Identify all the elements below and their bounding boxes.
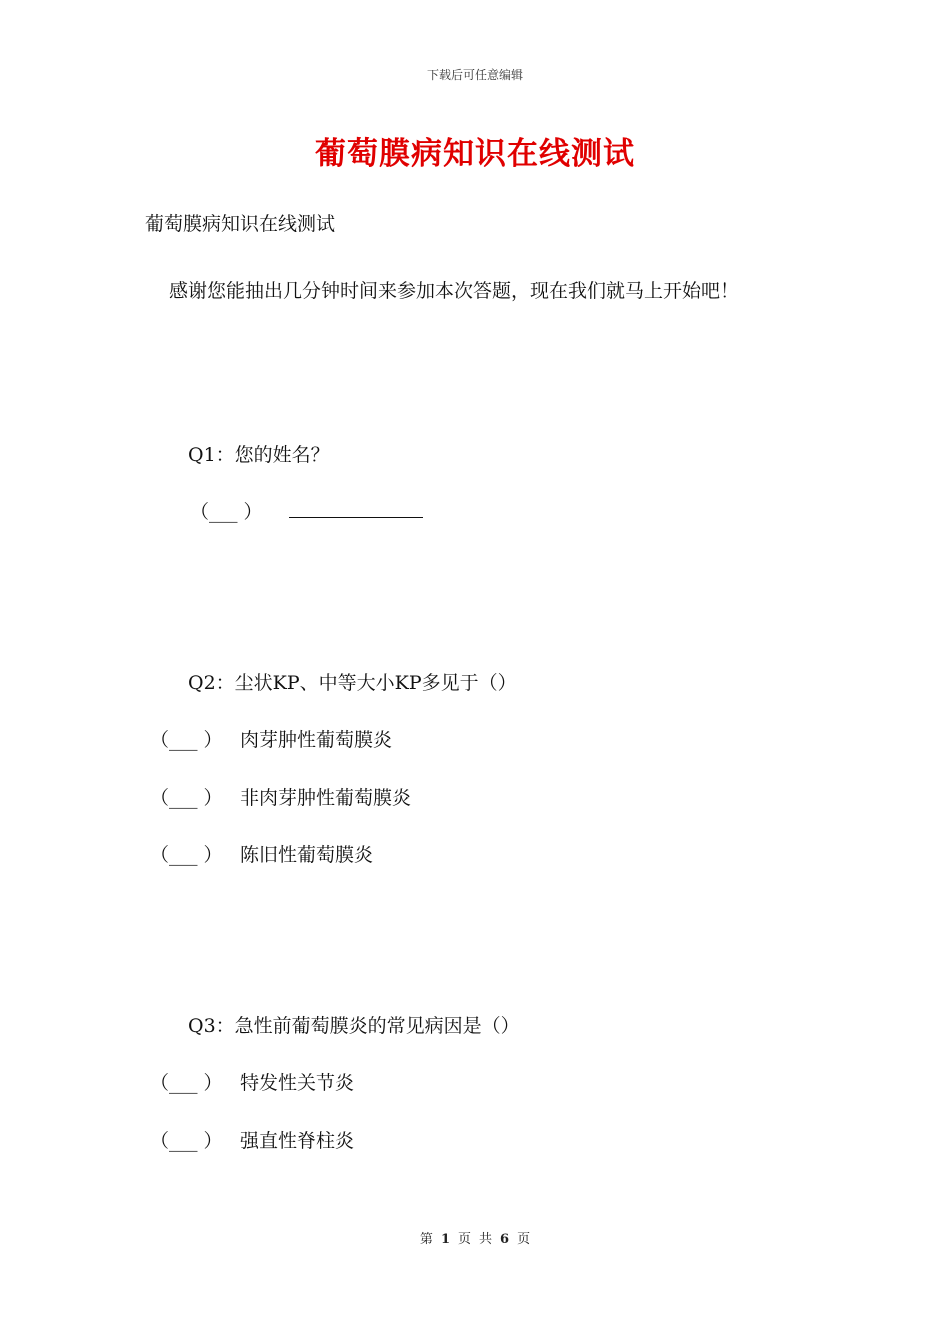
option-checkbox[interactable]: （___ ） xyxy=(150,844,223,866)
option-label: 强直性脊柱炎 xyxy=(240,1130,355,1152)
question-2-label: Q2：尘状KP、中等大小KP多见于（） xyxy=(188,672,517,694)
footer-total-pages: 6 xyxy=(500,1232,510,1247)
subtitle: 葡萄膜病知识在线测试 xyxy=(145,213,336,235)
page-footer xyxy=(0,1228,950,1247)
option-label: 非肉芽肿性葡萄膜炎 xyxy=(240,787,412,809)
header-note: 下载后可任意编辑 xyxy=(426,68,523,82)
option-checkbox[interactable]: （___ ） xyxy=(150,1072,223,1094)
question-2-option[interactable] xyxy=(150,725,392,752)
question-3-label: Q3：急性前葡萄膜炎的常见病因是（） xyxy=(188,1015,520,1037)
question-3-option[interactable] xyxy=(150,1126,354,1153)
footer-ye2: 页 xyxy=(517,1232,531,1247)
option-checkbox[interactable]: （___ ） xyxy=(150,729,223,751)
footer-page-number: 1 xyxy=(440,1232,450,1247)
footer-di: 第 xyxy=(419,1232,433,1247)
question-1-answer[interactable] xyxy=(190,497,423,524)
option-checkbox[interactable]: （___ ） xyxy=(150,787,223,809)
name-input-line[interactable] xyxy=(289,499,423,518)
footer-ye: 页 xyxy=(457,1232,471,1247)
question-2-option[interactable] xyxy=(150,840,373,867)
intro-text: 感谢您能抽出几分钟时间来参加本次答题，现在我们就马上开始吧！ xyxy=(169,280,740,302)
footer-gong: 共 xyxy=(479,1232,493,1247)
option-label: 肉芽肿性葡萄膜炎 xyxy=(240,729,393,751)
question-1-paren: （___ ） xyxy=(190,501,263,523)
question-3-option[interactable] xyxy=(150,1068,354,1095)
question-1-label: Q1：您的姓名？ xyxy=(188,444,330,466)
option-label: 陈旧性葡萄膜炎 xyxy=(240,844,374,866)
option-label: 特发性关节炎 xyxy=(240,1072,355,1094)
page-title: 葡萄膜病知识在线测试 xyxy=(315,136,635,172)
question-2-option[interactable] xyxy=(150,783,411,810)
option-checkbox[interactable]: （___ ） xyxy=(150,1130,223,1152)
